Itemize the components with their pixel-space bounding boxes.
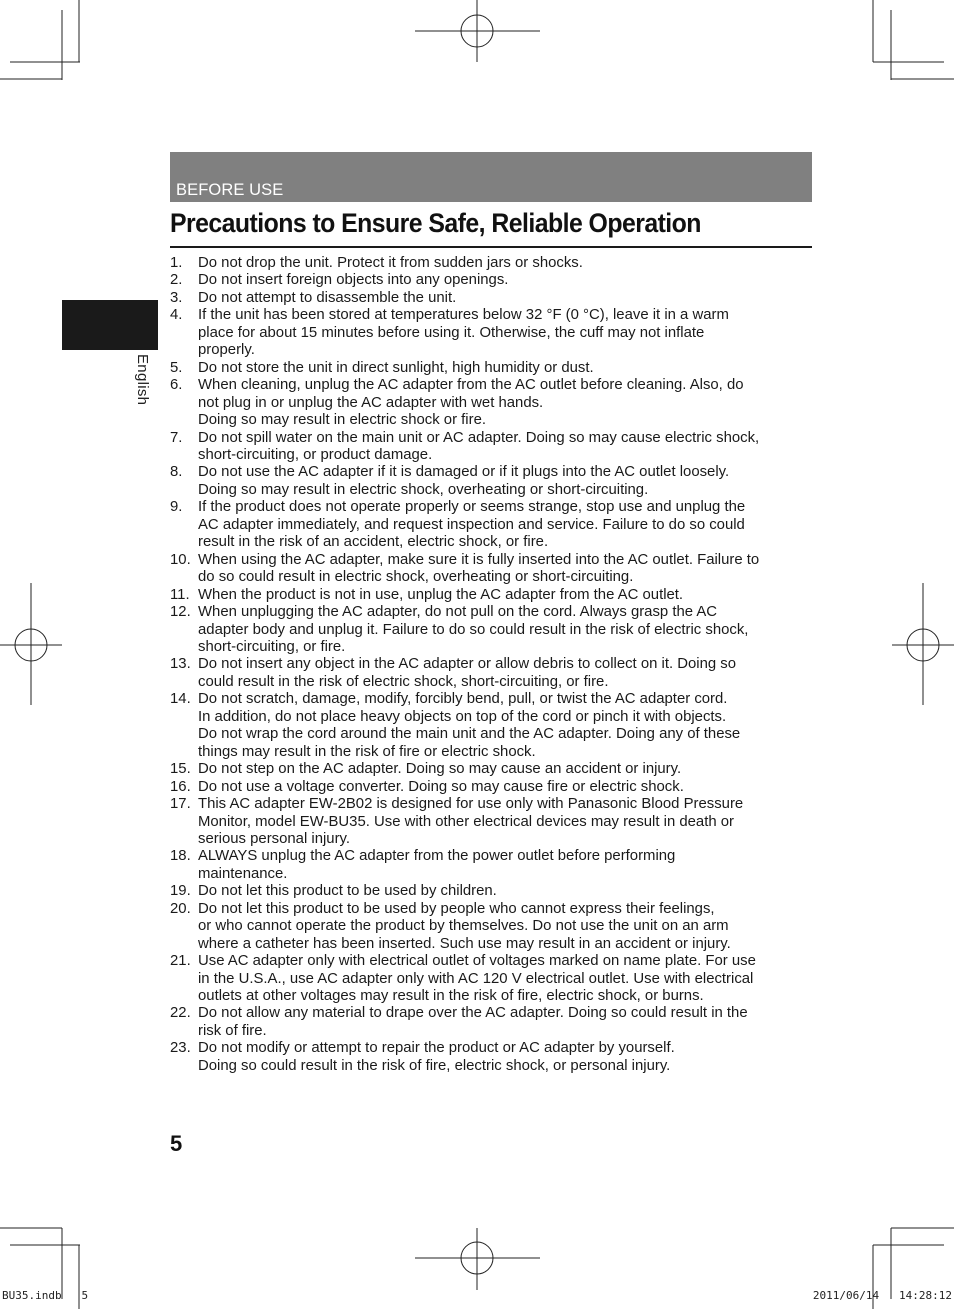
list-item-text: In addition, do not place heavy objects on top of the cord or pinch it with objects. [198, 708, 727, 725]
list-item [170, 691, 815, 761]
list-item-number: 3. [170, 289, 183, 306]
list-item-text: When the product is not in use, unplug the AC adapter from the AC outlet. [198, 586, 684, 603]
list-item-number: 7. [170, 429, 183, 446]
list-item-text: Do not wrap the cord around the main unit and the AC adapter. Doing any of these [198, 726, 741, 743]
list-item [170, 953, 815, 1005]
list-item-text: Do not step on the AC adapter. Doing so may cause an accident or injury. [198, 761, 682, 778]
list-item-number: 6. [170, 377, 183, 394]
list-item-text: Do not insert any object in the AC adapter or allow debris to collect on it. Doing so [198, 656, 737, 673]
list-item [170, 587, 815, 604]
list-item-number: 14. [170, 691, 191, 708]
list-item-text: do so could result in electric shock, overheating or short-circuiting. [198, 569, 634, 586]
list-item-text: or who cannot operate the product by themselves. Do not use the unit on an arm [198, 918, 729, 935]
list-item-number: 5. [170, 359, 183, 376]
section-label: BEFORE USE [176, 181, 284, 199]
list-item [170, 604, 815, 656]
list-item-text: Do not let this product to be used by children. [198, 883, 497, 900]
list-item [170, 883, 815, 900]
list-item-text: If the product does not operate properly or seems strange, stop use and unplug the [198, 499, 746, 516]
list-item [170, 499, 815, 551]
list-item-text: ALWAYS unplug the AC adapter from the power outlet before performing [198, 848, 676, 865]
list-item-text: serious personal injury. [198, 830, 351, 847]
section-header-band [170, 152, 812, 202]
list-item-number: 11. [170, 586, 190, 603]
list-item [170, 430, 815, 465]
list-item-number: 15. [170, 761, 191, 778]
title-underline [170, 246, 812, 248]
slug-datetime: 2011/06/14 14:28:12 [812, 1289, 952, 1302]
list-item-text: not plug in or unplug the AC adapter with wet hands. [198, 394, 544, 411]
list-item-number: 22. [170, 1005, 191, 1022]
list-item-text: short-circuiting, or fire. [198, 638, 346, 655]
list-item-number: 8. [170, 464, 183, 481]
list-item [170, 656, 815, 691]
list-item [170, 552, 815, 587]
list-item-text: Do not insert foreign objects into any openings. [198, 272, 509, 289]
list-item [170, 1005, 815, 1040]
list-item-number: 1. [170, 255, 183, 271]
slug-file: BU35.indb 5 [2, 1289, 89, 1302]
list-item-number: 16. [170, 778, 191, 795]
list-item-text: outlets at other voltages may result in the risk of fire, electric shock, or burns. [198, 988, 704, 1005]
list-item-text: When unplugging the AC adapter, do not pull on the cord. Always grasp the AC [198, 604, 718, 621]
page-number: 5 [170, 1131, 183, 1156]
list-item-text: Do not use the AC adapter if it is damaged or if it plugs into the AC outlet loosely. [198, 464, 730, 481]
list-item-number: 10. [170, 551, 191, 568]
list-item-text: adapter body and unplug it. Failure to do so could result in the risk of electric shock, [198, 621, 749, 638]
list-item-text: short-circuiting, or product damage. [198, 446, 433, 463]
list-item-text: Doing so may result in electric shock or fire. [198, 412, 486, 429]
list-item [170, 360, 815, 377]
list-item-text: things may result in the risk of fire or electric shock. [198, 743, 536, 760]
list-item-number: 4. [170, 307, 183, 324]
list-item-text: Use AC adapter only with electrical outlet of voltages marked on name plate. For use [198, 953, 756, 970]
list-item-text: properly. [198, 342, 255, 359]
list-item-number: 17. [170, 796, 191, 813]
list-item-text: could result in the risk of electric shock, short-circuiting, or fire. [198, 673, 609, 690]
list-item [170, 377, 815, 429]
list-item-text: AC adapter immediately, and request inspection and service. Failure to do so could [198, 516, 745, 533]
list-item-text: When cleaning, unplug the AC adapter from the AC outlet before cleaning. Also, do [198, 377, 744, 394]
list-item [170, 796, 815, 848]
list-item-number: 13. [170, 656, 191, 673]
list-item-text: Doing so may result in electric shock, overheating or short-circuiting. [198, 481, 649, 498]
list-item-text: Do not drop the unit. Protect it from sudden jars or shocks. [198, 255, 583, 271]
list-item-text: result in the risk of an accident, electric shock, or fire. [198, 534, 549, 551]
precautions-list [170, 255, 815, 1075]
list-item-text: Do not allow any material to drape over the AC adapter. Doing so could result in the [198, 1005, 748, 1022]
list-item-text: Doing so could result in the risk of fire, electric shock, or personal injury. [198, 1057, 671, 1074]
list-item [170, 779, 815, 796]
list-item-number: 9. [170, 499, 183, 516]
list-item [170, 272, 815, 289]
language-tab [62, 300, 158, 350]
list-item-text: Do not attempt to disassemble the unit. [198, 289, 457, 306]
list-item-text: If the unit has been stored at temperatures below 32 °F (0 °C), leave it in a warm [198, 307, 729, 324]
list-item [170, 290, 815, 307]
list-item-text: Do not scratch, damage, modify, forcibly bend, pull, or twist the AC adapter cord. [198, 691, 728, 708]
list-item [170, 464, 815, 499]
list-item [170, 901, 815, 953]
list-item-number: 2. [170, 272, 183, 289]
list-item-text: risk of fire. [198, 1022, 267, 1039]
list-item [170, 1040, 815, 1075]
list-item-number: 20. [170, 900, 191, 917]
list-item-text: where a catheter has been inserted. Such use may result in an accident or injury. [198, 935, 731, 952]
list-item-text: maintenance. [198, 865, 288, 882]
list-item-number: 12. [170, 604, 191, 621]
list-item-number: 19. [170, 883, 191, 900]
list-item-text: Do not use a voltage converter. Doing so may cause fire or electric shock. [198, 778, 684, 795]
list-item-text: Monitor, model EW-BU35. Use with other electrical devices may result in death or [198, 813, 735, 830]
list-item-text: This AC adapter EW-2B02 is designed for use only with Panasonic Blood Pressure [198, 796, 744, 813]
list-item-text: Do not spill water on the main unit or AC adapter. Doing so may cause electric shock, [198, 429, 760, 446]
list-item-text: When using the AC adapter, make sure it is fully inserted into the AC outlet. Failure to [198, 551, 760, 568]
page-title: Precautions to Ensure Safe, Reliable Operation [170, 208, 701, 238]
list-item-text: place for about 15 minutes before using it. Otherwise, the cuff may not inflate [198, 324, 705, 341]
list-item [170, 255, 815, 272]
list-item [170, 307, 815, 359]
list-item-number: 21. [170, 953, 191, 970]
language-label: English [134, 354, 151, 406]
list-item [170, 761, 815, 778]
list-item-text: Do not modify or attempt to repair the product or AC adapter by yourself. [198, 1040, 675, 1057]
list-item [170, 848, 815, 883]
list-item-text: Do not let this product to be used by people who cannot express their feelings, [198, 900, 715, 917]
list-item-number: 18. [170, 848, 191, 865]
list-item-number: 23. [170, 1040, 191, 1057]
list-item-text: Do not store the unit in direct sunlight, high humidity or dust. [198, 359, 594, 376]
list-item-text: in the U.S.A., use AC adapter only with AC 120 V electrical outlet. Use with electrical [198, 970, 754, 987]
